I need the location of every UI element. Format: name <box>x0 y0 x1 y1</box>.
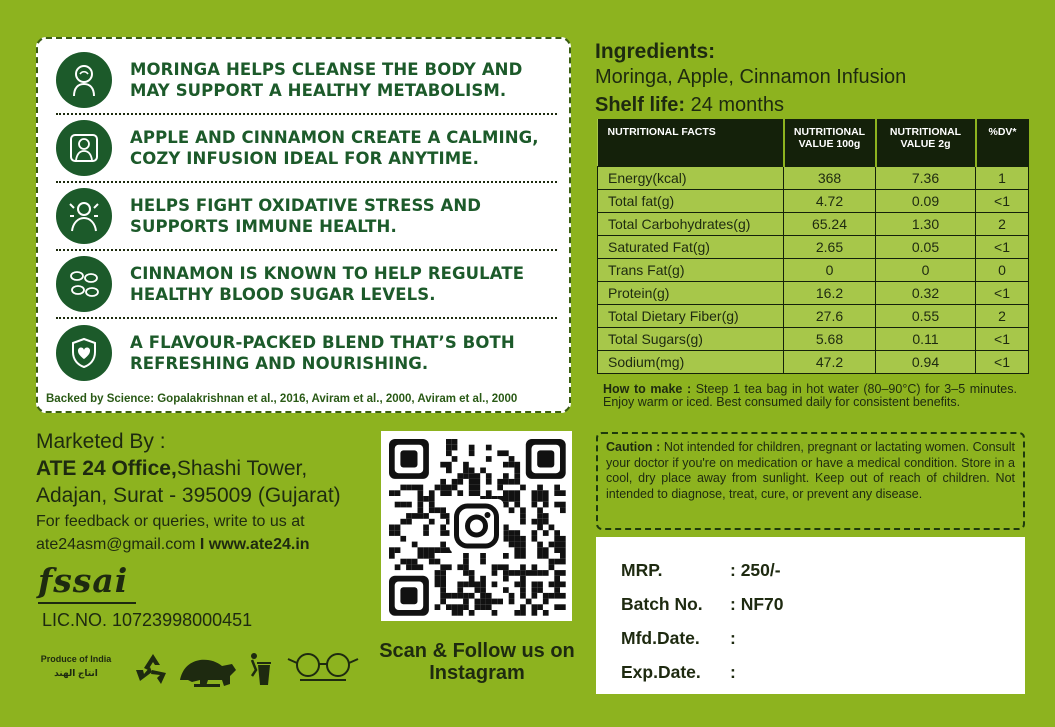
nutrient-name: Total Dietary Fiber(g) <box>598 304 784 327</box>
benefit-text: APPLE AND CINNAMON CREATE A CALMING, COZY INFUSION IDEAL FOR ANYTIME. <box>130 128 539 168</box>
science-references: Backed by Science: Gopalakrishnan et al., 2016, Aviram et al., 2000, Aviram et al., 2000 <box>46 393 518 405</box>
table-row <box>598 327 1029 350</box>
relax-person-icon <box>56 120 112 176</box>
nutrient-name: Trans Fat(g) <box>598 258 784 281</box>
instagram-qr-code[interactable] <box>381 431 572 621</box>
produce-english: Produce of India <box>40 654 112 664</box>
benefit-text: A FLAVOUR-PACKED BLEND THAT’S BOTH REFRESHING AND NOURISHING. <box>130 333 515 373</box>
how-to-make-label: How to make : <box>603 382 692 396</box>
ingredients-list: Moringa, Apple, Cinnamon Infusion <box>595 66 907 88</box>
caution-text: Not intended for children, pregnant or lactating women. Consult your doctor if you're on medication or have a medical condition. Store in a cool, dry place away from sunlight. Keep out of reach of children. Not intended to diagnose, treat, cure, or prevent any disease. <box>606 440 1015 501</box>
daily-value: 2 <box>976 304 1029 327</box>
nutrient-name: Saturated Fat(g) <box>598 235 784 258</box>
nutrient-name: Sodium(mg) <box>598 350 784 373</box>
value-2g: 0.09 <box>876 189 976 212</box>
flavour-heart-icon <box>56 325 112 381</box>
benefit-item <box>56 115 557 183</box>
mfd-label: Mfd.Date. <box>621 627 700 648</box>
column-header: NUTRITIONAL VALUE 100g <box>784 119 876 166</box>
benefit-text: MORINGA HELPS CLEANSE THE BODY AND MAY SUPPORT A HEALTHY METABOLISM. <box>130 60 523 100</box>
nutrient-name: Total fat(g) <box>598 189 784 212</box>
mrp-row <box>621 553 1025 587</box>
exp-value: : <box>730 661 736 682</box>
table-row <box>598 212 1029 235</box>
nutrient-name: Protein(g) <box>598 281 784 304</box>
table-row <box>598 281 1029 304</box>
immune-shield-icon <box>56 188 112 244</box>
shelf-life <box>595 94 784 117</box>
license-number: LIC.NO. 10723998000451 <box>42 610 253 630</box>
daily-value: 1 <box>976 166 1029 189</box>
daily-value: <1 <box>976 235 1029 258</box>
how-to-make <box>603 383 1017 409</box>
feedback-text: For feedback or queries, write to us at <box>36 513 305 530</box>
batch-value: : NF70 <box>730 593 784 614</box>
daily-value: 2 <box>976 212 1029 235</box>
column-header: %DV* <box>976 119 1029 166</box>
value-100g: 47.2 <box>784 350 876 373</box>
daily-value: <1 <box>976 350 1029 373</box>
qr-code-pattern <box>381 431 572 621</box>
ingredients-title: Ingredients: <box>595 40 716 63</box>
exp-row <box>621 655 1025 689</box>
scan-follow-caption: Scan & Follow us on Instagram <box>379 640 575 684</box>
price-batch-box <box>596 537 1025 694</box>
value-2g: 1.30 <box>876 212 976 235</box>
make-in-india-lion-icon <box>176 650 240 690</box>
marketer-company <box>36 457 307 481</box>
fssai-logo: fssai <box>38 561 129 600</box>
benefits-panel <box>36 37 571 413</box>
value-2g: 0.11 <box>876 327 976 350</box>
value-2g: 7.36 <box>876 166 976 189</box>
value-100g: 65.24 <box>784 212 876 235</box>
benefit-text: HELPS FIGHT OXIDATIVE STRESS AND SUPPORTS IMMUNE HEALTH. <box>130 196 482 236</box>
table-row <box>598 350 1029 373</box>
value-2g: 0.32 <box>876 281 976 304</box>
column-header: NUTRITIONAL FACTS <box>598 119 784 166</box>
daily-value: <1 <box>976 327 1029 350</box>
daily-value: <1 <box>976 189 1029 212</box>
value-2g: 0.94 <box>876 350 976 373</box>
benefit-item <box>56 319 557 387</box>
produce-arabic: انتاج الهند <box>54 668 98 678</box>
mrp-value: : 250/- <box>730 559 781 580</box>
mfd-row <box>621 621 1025 655</box>
value-100g: 5.68 <box>784 327 876 350</box>
benefit-text: CINNAMON IS KNOWN TO HELP REGULATE HEALTHY BLOOD SUGAR LEVELS. <box>130 264 525 304</box>
dustbin-icon <box>246 651 272 687</box>
website-link[interactable]: www.ate24.in <box>208 536 310 553</box>
marketed-by-heading: Marketed By : <box>36 430 166 453</box>
batch-label: Batch No. <box>621 593 703 614</box>
table-row <box>598 235 1029 258</box>
value-100g: 0 <box>784 258 876 281</box>
nutrition-table <box>597 119 1029 374</box>
caution-label: Caution : <box>606 440 661 454</box>
caution-box <box>596 432 1025 530</box>
mrp-label: MRP. <box>621 559 663 580</box>
value-100g: 368 <box>784 166 876 189</box>
table-row <box>598 166 1029 189</box>
column-header: NUTRITIONAL VALUE 2g <box>876 119 976 166</box>
value-2g: 0.55 <box>876 304 976 327</box>
sugar-cubes-icon <box>56 256 112 312</box>
nutrient-name: Energy(kcal) <box>598 166 784 189</box>
address-line-1: Shashi Tower, <box>176 457 308 480</box>
benefit-item <box>56 47 557 115</box>
table-row <box>598 304 1029 327</box>
nutrient-name: Total Carbohydrates(g) <box>598 212 784 235</box>
company-name: ATE 24 Office, <box>36 457 177 480</box>
shelf-life-value: 24 months <box>685 94 784 116</box>
contact-line <box>36 536 310 554</box>
mfd-value: : <box>730 627 736 648</box>
brain-body-icon <box>56 52 112 108</box>
produce-of-india <box>36 652 116 680</box>
shelf-life-label: Shelf life: <box>595 94 686 116</box>
daily-value: <1 <box>976 281 1029 304</box>
address-line-2: Adajan, Surat - 395009 (Gujarat) <box>36 484 341 507</box>
how-to-make-text: Steep 1 tea bag in hot water (80–90°C) for 3–5 minutes. Enjoy warm or iced. Best consumed daily for consistent benefits. <box>603 382 1017 409</box>
swachh-bharat-glasses-icon <box>286 651 362 685</box>
email-link[interactable]: ate24asm@gmail.com <box>36 536 196 553</box>
nutrient-name: Total Sugars(g) <box>598 327 784 350</box>
separator: I <box>195 536 209 553</box>
recycle-icon <box>134 651 172 687</box>
table-row <box>598 258 1029 281</box>
daily-value: 0 <box>976 258 1029 281</box>
exp-label: Exp.Date. <box>621 661 701 682</box>
batch-row <box>621 587 1025 621</box>
value-2g: 0 <box>876 258 976 281</box>
value-100g: 27.6 <box>784 304 876 327</box>
benefit-item <box>56 183 557 251</box>
fssai-underline <box>38 602 136 604</box>
value-100g: 4.72 <box>784 189 876 212</box>
value-100g: 16.2 <box>784 281 876 304</box>
table-header-row <box>598 119 1029 166</box>
table-row <box>598 189 1029 212</box>
value-2g: 0.05 <box>876 235 976 258</box>
value-100g: 2.65 <box>784 235 876 258</box>
benefit-item <box>56 251 557 319</box>
